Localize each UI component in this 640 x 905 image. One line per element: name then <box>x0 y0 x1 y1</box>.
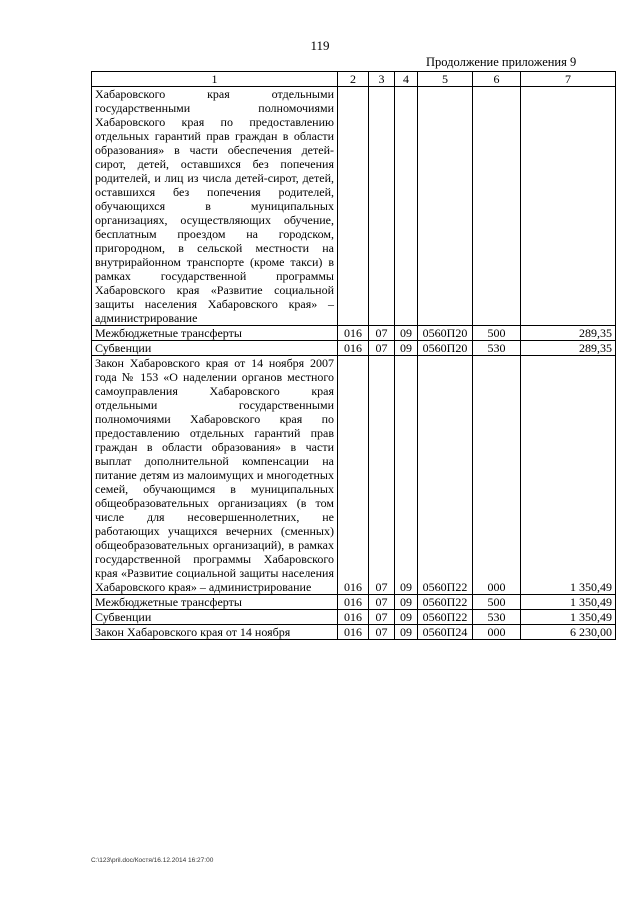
table-row <box>92 595 616 610</box>
row-section-code: 07 <box>369 356 395 595</box>
row-ministry-code: 016 <box>338 625 369 640</box>
row-section-code: 07 <box>369 625 395 640</box>
row-ministry-code: 016 <box>338 326 369 341</box>
row-target-code: 0560П24 <box>418 625 473 640</box>
row-section-code: 07 <box>369 326 395 341</box>
row-section-code <box>369 87 395 326</box>
table-row <box>92 356 616 595</box>
row-ministry-code: 016 <box>338 595 369 610</box>
row-description: Субвенции <box>92 610 338 625</box>
row-section-code: 07 <box>369 341 395 356</box>
row-amount: 6 230,00 <box>521 625 616 640</box>
row-expense-type: 530 <box>473 610 521 625</box>
row-description: Субвенции <box>92 341 338 356</box>
row-target-code: 0560П22 <box>418 595 473 610</box>
row-ministry-code: 016 <box>338 610 369 625</box>
row-target-code <box>418 87 473 326</box>
row-ministry-code: 016 <box>338 341 369 356</box>
header-col-6: 6 <box>473 72 521 87</box>
row-target-code: 0560П20 <box>418 326 473 341</box>
table-header-row <box>92 72 616 87</box>
row-expense-type: 500 <box>473 595 521 610</box>
header-col-2: 2 <box>338 72 369 87</box>
table-row <box>92 625 616 640</box>
row-ministry-code: 016 <box>338 356 369 595</box>
file-path-footer: C:\123\pril.doc/Костя/16.12.2014 16:27:00 <box>91 857 214 864</box>
row-subsection-code: 09 <box>395 595 418 610</box>
row-amount: 289,35 <box>521 341 616 356</box>
row-description: Закон Хабаровского края от 14 ноября 2007 года № 153 «О наделении органов местного самоуправления Хабаровского края отдельными государственными полномочиями Хабаровского края по предоставлению отдельных гарантий прав граждан в области образования» в части выплат дополнительной компенсации на питание детям из малоимущих и многодетных семей, обучающимся в муниципальных общеобразовательных организациях (в том числе для несовершеннолетних, не работающих учащихся вечерних (сменных) общеобразовательных организаций), в рамках государственной программы Хабаровского края «Развитие социальной защиты населения Хабаровского края» – администрирование <box>92 356 338 595</box>
row-amount: 289,35 <box>521 326 616 341</box>
row-section-code: 07 <box>369 610 395 625</box>
table-row <box>92 610 616 625</box>
row-ministry-code <box>338 87 369 326</box>
row-subsection-code: 09 <box>395 326 418 341</box>
row-section-code: 07 <box>369 595 395 610</box>
row-amount: 1 350,49 <box>521 610 616 625</box>
row-description: Закон Хабаровского края от 14 ноября <box>92 625 338 640</box>
row-description: Межбюджетные трансферты <box>92 326 338 341</box>
table-row <box>92 341 616 356</box>
page-number: 119 <box>310 38 330 53</box>
header-col-1: 1 <box>92 72 338 87</box>
table-row <box>92 326 616 341</box>
row-amount: 1 350,49 <box>521 356 616 595</box>
row-expense-type: 500 <box>473 326 521 341</box>
header-col-7: 7 <box>521 72 616 87</box>
row-target-code: 0560П22 <box>418 610 473 625</box>
row-expense-type: 000 <box>473 625 521 640</box>
budget-table <box>91 71 616 640</box>
row-expense-type: 530 <box>473 341 521 356</box>
row-description: Межбюджетные трансферты <box>92 595 338 610</box>
row-subsection-code <box>395 87 418 326</box>
row-amount <box>521 87 616 326</box>
header-col-3: 3 <box>369 72 395 87</box>
row-description: Хабаровского края отдельными государственными полномочиями Хабаровского края по предоставлению отдельных гарантий прав граждан в области образования» в части обеспечения детей-сирот, детей, оставшихся без попечения родителей, и лиц из числа детей-сирот, детей, оставшихся без попечения родителей, обучающихся в муниципальных организациях, осуществляющих обучение, бесплатным проездом на городском, пригородном, в сельской местности на внутрирайонном транспорте (кроме такси) в рамках государственной программы Хабаровского края «Развитие социальной защиты населения Хабаровского края» – администрирование <box>92 87 338 326</box>
row-expense-type: 000 <box>473 356 521 595</box>
header-col-5: 5 <box>418 72 473 87</box>
continuation-note: Продолжение приложения 9 <box>426 55 577 69</box>
row-target-code: 0560П20 <box>418 341 473 356</box>
row-target-code: 0560П22 <box>418 356 473 595</box>
row-amount: 1 350,49 <box>521 595 616 610</box>
table-row <box>92 87 616 326</box>
row-subsection-code: 09 <box>395 625 418 640</box>
row-expense-type <box>473 87 521 326</box>
header-col-4: 4 <box>395 72 418 87</box>
row-subsection-code: 09 <box>395 341 418 356</box>
row-subsection-code: 09 <box>395 356 418 595</box>
row-subsection-code: 09 <box>395 610 418 625</box>
